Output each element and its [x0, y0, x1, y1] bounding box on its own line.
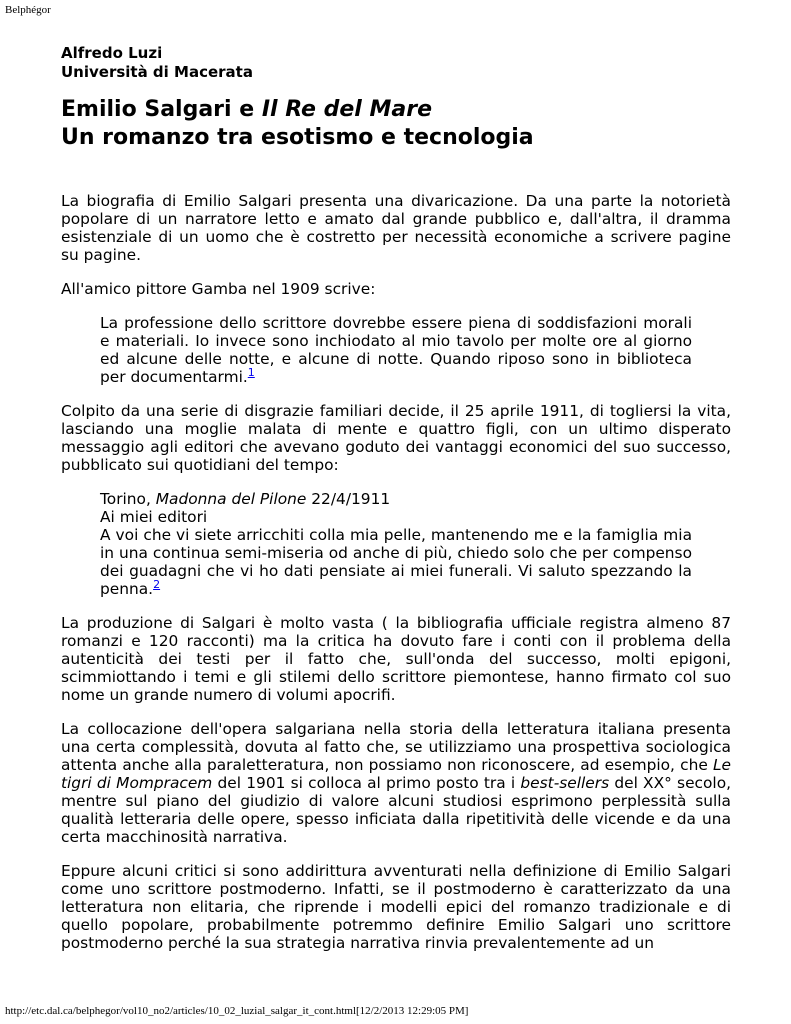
author-affiliation: Università di Macerata	[61, 63, 253, 81]
p5-italic-title: Le tigri di Mompracem	[61, 756, 731, 792]
print-footer: http://etc.dal.ca/belphegor/vol10_no2/articles/10_02_luzial_salgar_it_cont.html[12/2/2013 12:29:05 PM]	[5, 1005, 469, 1017]
author-block	[61, 44, 731, 82]
title-line-1	[61, 96, 731, 124]
title-italic: Il Re del Mare	[261, 97, 433, 122]
title-part: Emilio Salgari e	[61, 97, 262, 122]
p5-part-a: La collocazione dell'opera salgariana nella storia della letteratura italiana presenta una certa complessità, dovuta al fatto che, se utilizziamo una prospettiva sociologica attenta anche alla paraletteratura, non possiamo non riconoscere, ad esempio, che	[61, 720, 731, 774]
paragraph-2: All'amico pittore Gamba nel 1909 scrive:	[61, 280, 376, 298]
p5-part-c: del XX° secolo, mentre sul piano del giudizio di valore alcuni studiosi esprimono perplessità sulla qualità letteraria delle opere, spesso inficiata dalla ripetitività delle vicende e da una certa macchinosità narrativa.	[61, 774, 732, 846]
title-line-2: Un romanzo tra esotismo e tecnologia	[61, 125, 534, 150]
paragraph-3: Colpito da una serie di disgrazie familiari decide, il 25 aprile 1911, di togliersi la vita, lasciando una moglie malata di mente e quattro figli, con un ultimo disperato messaggio agli editori che avevano goduto dei vantaggi economici del suo successo, pubblicato sui quotidiani del tempo:	[61, 402, 731, 474]
quote-2-salutation: Ai miei editori	[100, 508, 208, 526]
p5-italic-term: best-sellers	[520, 774, 610, 792]
print-header: Belphégor	[5, 4, 51, 16]
author-name: Alfredo Luzi	[61, 44, 163, 62]
footnote-link-2[interactable]: 2	[153, 577, 161, 591]
quote-1-body: La professione dello scrittore dovrebbe essere piena di soddisfazioni morali e materiali. Io invece sono inchiodato al mio tavolo per molte ore al giorno ed alcune delle notte, e alcune di notte. Quando riposo sono in biblioteca per documentarmi.	[100, 314, 692, 386]
paragraph-5	[61, 720, 731, 846]
quote-2-date: 22/4/1911	[306, 490, 391, 508]
paragraph-4: La produzione di Salgari è molto vasta ( la bibliografia ufficiale registra almeno 87 romanzi e 120 racconti) ma la critica ha dovuto fare i conti con il problema della autenticità dei testi per il fatto che, sull'onda del successo, molti epigoni, scimmiottando i temi e gli stilemi dello scrittore piemontese, hanno firmato col suo nome un grande numero di volumi apocrifi.	[61, 614, 731, 704]
quote-2-text	[100, 526, 692, 598]
quote-1-text	[100, 314, 692, 386]
paragraph-1: La biografia di Emilio Salgari presenta una divaricazione. Da una parte la notorietà popolare di un narratore letto e amato dal grande pubblico e, dall'altra, il dramma esistenziale di un uomo che è costretto per necessità economiche a scrivere pagine su pagine.	[61, 192, 731, 264]
article	[61, 44, 731, 952]
paragraph-6: Eppure alcuni critici si sono addirittura avventurati nella definizione di Emilio Salgari come uno scrittore postmoderno. Infatti, se il postmoderno è caratterizzato da una letteratura non elitaria, che riprende i modelli epici del romanzo tradizionale e di quello popolare, probabilmente potremmo definire Emilio Salgari uno scrittore postmoderno perché la sua strategia narrativa rinvia prevalentemente ad un	[61, 862, 731, 952]
footnote-link-1[interactable]: 1	[247, 365, 255, 379]
blockquote-2	[100, 490, 692, 598]
quote-2-place: Torino,	[100, 490, 156, 508]
quote-2-body: A voi che vi siete arricchiti colla mia pelle, mantenendo me e la famiglia mia in una continua semi-miseria od anche di più, chiedo solo che per compenso dei guadagni che vi ho dati pensiate ai miei funerali. Vi saluto spezzando la penna.	[100, 526, 692, 598]
blockquote-1	[100, 314, 692, 386]
article-title	[61, 96, 731, 152]
quote-2-place-italic: Madonna del Pilone	[155, 490, 307, 508]
p5-part-b: del 1901 si colloca al primo posto tra i	[212, 774, 521, 792]
quote-2-heading	[100, 490, 692, 508]
